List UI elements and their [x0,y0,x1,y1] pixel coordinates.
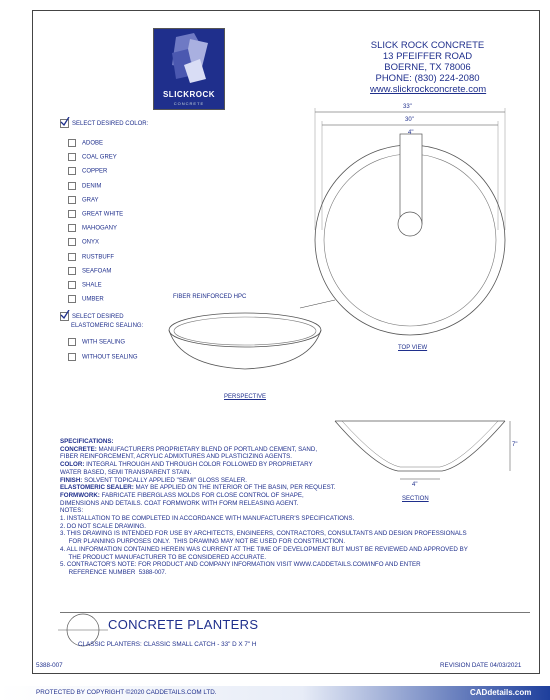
color-option-label: GREAT WHITE [82,211,124,218]
color-option-label: GRAY [82,197,99,204]
checkbox-icon[interactable] [68,253,76,261]
color-option[interactable] [68,196,99,205]
slickrock-logo [153,28,225,110]
color-label: COLOR: [60,461,85,469]
checkbox-icon[interactable] [68,210,76,218]
concrete-label: CONCRETE: [60,445,97,453]
page-subtitle: CLASSIC PLANTERS: CLASSIC SMALL CATCH - 33" D X 7" H [78,641,257,648]
checkbox-icon[interactable] [68,295,76,303]
notes-heading: NOTES: [60,507,84,515]
color-header-label: SELECT DESIRED COLOR: [72,121,149,128]
dim-4: 4" [408,130,414,136]
color-option-label: RUSTBUFF [82,254,114,261]
color-option[interactable] [68,210,123,219]
color-option[interactable] [68,139,103,148]
copyright-text: PROTECTED BY COPYRIGHT ©2020 CADDETAILS.COM LTD. [36,689,217,696]
concrete-text-2: FIBER REINFORCEMENT, ACRYLIC ADMIXTURES AND PLASTICIZING AGENTS. [60,453,292,461]
sealing-header-line2: ELASTOMERIC SEALING: [71,322,144,329]
note-3: 3. THIS DRAWING IS INTENDED FOR USE BY ARCHITECTS, ENGINEERS, CONTRACTORS, CONSULTANTS AND DESIGN PROFESSIONALS [60,530,467,538]
formwork-text: FABRICATE FIBERGLASS MOLDS FOR CLOSE CONTROL OF SHAPE, [99,491,304,499]
sealing-option-label: WITHOUT SEALING [82,354,138,361]
fiber-label: FIBER REINFORCED HPC [173,294,247,300]
sealing-option[interactable] [68,353,138,362]
checkbox-icon[interactable] [68,182,76,190]
footer-bar [0,686,550,700]
specifications-block [60,438,480,577]
color-option-label: ADOBE [82,140,104,147]
checkbox-icon[interactable] [68,196,76,204]
note-5-cont: REFERENCE NUMBER 5388-007. [60,568,167,576]
color-option[interactable] [68,281,102,290]
checkbox-icon[interactable] [68,153,76,161]
color-option-label: ONYX [82,239,100,246]
sealing-option[interactable] [68,338,125,347]
revision-date: REVISION DATE 04/03/2021 [440,662,522,669]
checkbox-icon[interactable] [68,167,76,175]
color-option-label: MAHOGANY [82,225,118,232]
checkbox-icon[interactable] [68,224,76,232]
section-label: SECTION [402,496,429,502]
page-title: CONCRETE PLANTERS [108,617,259,632]
company-address2: BOERNE, TX 78006 [384,62,471,73]
logo-sub: CONCRETE [173,101,205,106]
color-option[interactable] [68,182,101,191]
sealer-text: MAY BE APPLIED ON THE INTERIOR OF THE BASIN, PER REQUEST. [133,484,336,492]
note-1: 1. INSTALLATION TO BE COMPLETED IN ACCORDANCE WITH MANUFACTURER'S SPECIFICATIONS. [60,515,355,523]
spec-heading: SPECIFICATIONS: [60,438,114,445]
color-text: INTEGRAL THROUGH AND THROUGH COLOR FOLLOWED BY PROPRIETARY [84,461,313,469]
sealing-section-header [60,312,143,330]
formwork-label: FORMWORK: [60,491,100,499]
checkbox-icon[interactable] [68,281,76,289]
formwork-text-2: DIMENSIONS AND DETAILS. COAT FORMWORK WITH FORM RELEASING AGENT. [60,499,299,507]
color-option[interactable] [68,238,99,247]
company-phone: PHONE: (830) 224-2080 [375,73,480,84]
color-option[interactable] [68,267,111,276]
note-4: 4. ALL INFORMATION CONTAINED HEREIN WAS CURRENT AT THE TIME OF DEVELOPMENT BUT MUST BE REVIEWED AND APPROVED BY [60,545,468,553]
note-4-cont: THE PRODUCT MANUFACTURER TO BE CONSIDERED ACCURATE. [60,553,267,561]
logo-mark-icon [154,29,224,89]
top-view-drawing [310,100,520,350]
color-option[interactable] [68,253,114,262]
checkbox-icon[interactable] [68,267,76,275]
color-text-2: WATER BASED, SEMI TRANSPARENT STAIN. [60,468,192,476]
sealer-label: ELASTOMERIC SEALER: [60,484,134,492]
company-website-link[interactable]: www.slickrockconcrete.com [370,84,487,95]
perspective-label: PERSPECTIVE [224,394,267,400]
caddetails-brand[interactable]: CADdetails.com [470,688,532,697]
checkbox-icon[interactable] [68,353,76,361]
checkbox-icon[interactable] [68,139,76,147]
sealing-header-line1: SELECT DESIRED [72,314,124,321]
color-option-label: SHALE [82,282,102,289]
color-option-label: DENIM [82,183,102,190]
note-5: 5. CONTRACTOR'S NOTE: FOR PRODUCT AND COMPANY INFORMATION VISIT WWW.CADDETAILS.COM/INFO AND ENTER [60,561,421,569]
color-option[interactable] [68,295,104,304]
title-divider [60,612,530,613]
finish-text: SOLVENT TOPICALLY APPLIED "SEMI" GLOSS SEALER. [82,476,247,484]
dim-30: 30" [405,117,414,123]
ref-number: 5388-007 [36,662,63,669]
note-3-cont: FOR PLANNING PURPOSES ONLY. THIS DRAWING MAY NOT BE USED FOR CONSTRUCTION. [60,538,346,546]
checkbox-icon[interactable] [68,338,76,346]
company-info [370,40,485,95]
finish-label: FINISH: [60,476,83,484]
top-view-label: TOP VIEW [398,345,428,351]
color-option-label: SEAFOAM [82,268,112,275]
checkmark-icon [60,312,69,321]
logo-name: SLICKROCK [162,90,216,99]
checkbox-icon[interactable] [68,238,76,246]
checkmark-icon [60,119,69,128]
company-address1: 13 PFEIFFER ROAD [382,51,473,62]
color-option-label: COAL GREY [82,154,117,161]
concrete-text: MANUFACTURERS PROPRIETARY BLEND OF PORTLAND CEMENT, SAND, [96,445,318,453]
color-option-label: COPPER [82,168,108,175]
dim-4-section: 4" [412,482,418,488]
dim-33: 33" [403,104,412,110]
note-2: 2. DO NOT SCALE DRAWING. [60,522,146,530]
dim-7: 7" [512,442,518,448]
color-option[interactable] [68,224,117,233]
sealing-option-label: WITH SEALING [82,339,126,346]
color-section-header [60,119,148,128]
company-name: SLICK ROCK CONCRETE [370,40,485,51]
color-option-label: UMBER [82,296,104,303]
color-option[interactable] [68,153,117,162]
color-option[interactable] [68,167,107,176]
